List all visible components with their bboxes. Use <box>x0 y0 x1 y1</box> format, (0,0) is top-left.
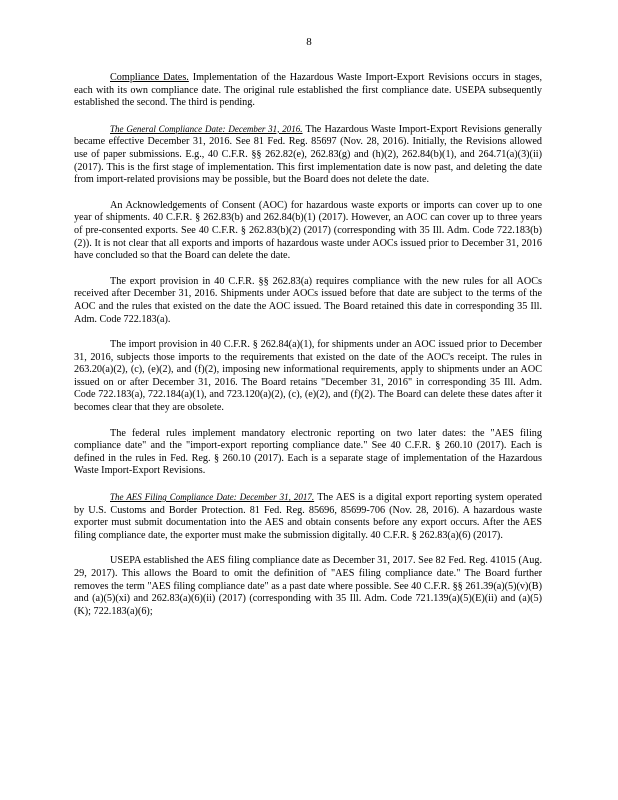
heading-aes-filing-date: The AES Filing Compliance Date: December 31, 2017. <box>110 492 315 503</box>
paragraph-text: The export provision in 40 C.F.R. §§ 262.83(a) requires compliance with the new rules for all AOCs received after December 31, 2016. Shipments under AOCs issued before that date are subject to the terms of the AOC and the rules that existed on the date the AOC issued. The Board retained this date in corresponding 35 Ill. Adm. Code 722.183(a). <box>74 275 542 325</box>
paragraph-electronic-reporting <box>74 428 542 478</box>
paragraph-text: An Acknowledgements of Consent (AOC) for hazardous waste exports or imports can cover up to one year of shipments. 40 C.F.R. § 262.83(b) and 262.84(b)(1) (2017). However, an AOC can cover up to three years of pre-consented exports. See 40 C.F.R. § 262.83(b)(2) (2017) (corresponding with 35 Ill. Adm. Code 722.183(b)(2)). It is not clear that all exports and imports of hazardous waste under AOCs issued prior to December 31, 2016 have concluded so that the Board can delete the date. <box>74 199 542 262</box>
document-body <box>74 72 542 631</box>
paragraph-text: The Hazardous Waste Import-Export Revisions generally became effective December 31, 2016. See 81 Fed. Reg. 85697 (Nov. 28, 2016). Initially, the Revisions allowed use of paper submissions. E.g., 40 C.F.R. §§ 262.82(e), 262.83(g) and (h)(2), 262.84(b)(1), and 264.71(a)(3)(ii) (2017). This is the first stage of implementation. This first implementation date is now past, and deleting the date from import-related provisions may be possible, but the Board does not delete the date. <box>74 123 542 186</box>
paragraph-text: USEPA established the AES filing compliance date as December 31, 2017. See 82 Fed. Reg. 41015 (Aug. 29, 2017). This allows the Board to omit the definition of "AES filing compliance date." The Board further removes the term "AES filing compliance date" as a past date where possible. See 40 C.F.R. §§ 261.39(a)(5)(v)(B) and (a)(5)(xi) and 262.83(a)(6)(ii) (2017) (corresponding with 35 Ill. Adm. Code 721.139(a)(5)(E)(ii) and (a)(5)(K); 722.183(a)(6); <box>74 555 542 617</box>
paragraph-usepa-established <box>74 555 542 618</box>
paragraph-text: Implementation of the Hazardous Waste Import-Export Revisions occurs in stages, each with its own compliance date. The original rule established the first compliance date. USEPA subsequently established the second. The third is pending. <box>74 72 542 109</box>
heading-compliance-dates: Compliance Dates. <box>110 72 189 83</box>
page-number: 8 <box>306 36 312 48</box>
paragraph-aoc <box>74 200 542 263</box>
paragraph-import-provision <box>74 339 542 415</box>
paragraph-export-provision <box>74 276 542 326</box>
paragraph-compliance-dates <box>74 72 542 110</box>
paragraph-text: The import provision in 40 C.F.R. § 262.84(a)(1), for shipments under an AOC issued prior to December 31, 2016, subjects those imports to the requirements that existed on the date of the AOC's receipt. The rules in 263.20(a)(2), (c), (e)(2), and (f)(2), imposing new informational requirements, apply to shipments under an AOC issued on or after December 31, 2016. The Board retains "December 31, 2016" in corresponding 35 Ill. Adm. Code 722.183(a), 722.184(a)(1), and 723.120(a)(2), (c), (e)(2), and (f)(2). The Board can delete these dates after it becomes clear that they are obsolete. <box>74 339 542 414</box>
paragraph-aes-filing-date <box>74 491 542 542</box>
heading-general-compliance-date: The General Compliance Date: December 31, 2016. <box>110 123 303 134</box>
paragraph-general-compliance-date <box>74 123 542 187</box>
paragraph-text: The federal rules implement mandatory electronic reporting on two later dates: the "AES filing compliance date" and the "import-export reporting compliance date." See 40 C.F.R. § 260.10 (2017). Each is defined in the rules in Fed. Reg. § 260.10 (2017). Each is a separate stage of implementation of the Hazardous Waste Import-Export Revisions. <box>74 427 542 477</box>
paragraph-text: The AES is a digital export reporting system operated by U.S. Customs and Border Protection. 81 Fed. Reg. 85696, 85699-706 (Nov. 28, 2016). A hazardous waste exporter must submit documentation into the AES and obtain consents before any export occurs. After the AES filing compliance date, the exporter must make the submission digitally. 40 C.F.R. § 262.83(a)(6) (2017). <box>74 492 542 541</box>
